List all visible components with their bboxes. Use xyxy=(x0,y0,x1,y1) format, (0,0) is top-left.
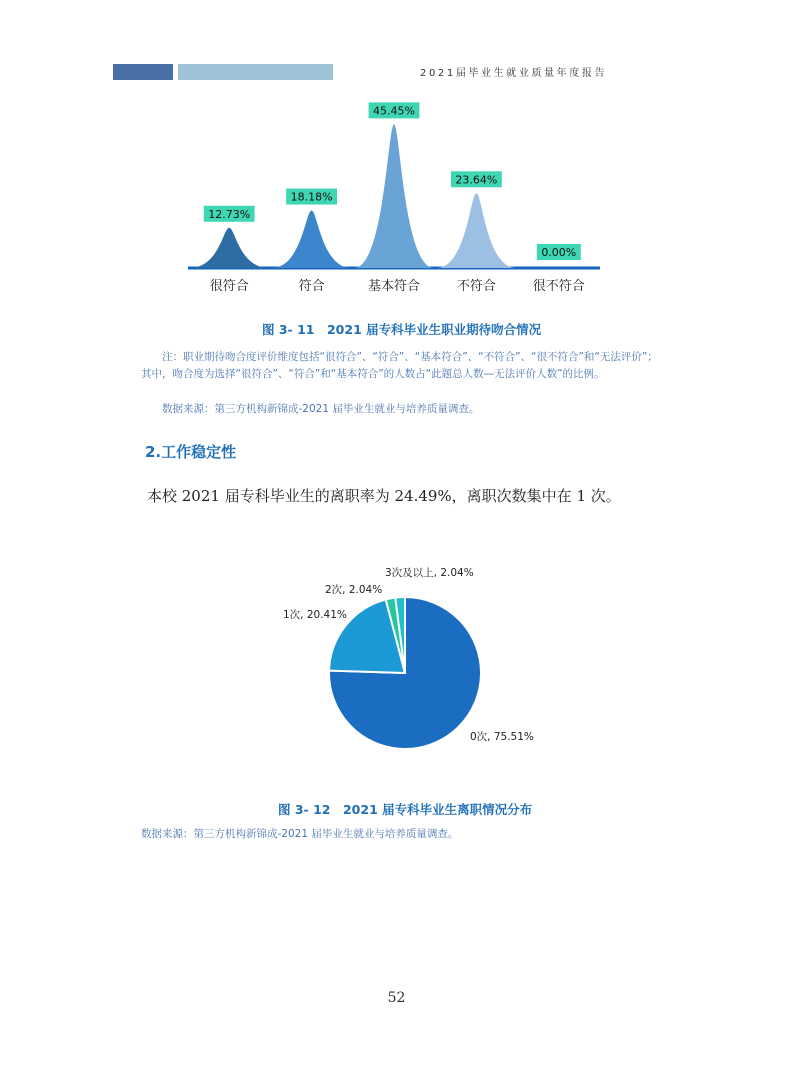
figure2-source: 数据来源：第三方机构新锦成-2021 届毕业生就业与培养质量调查。 xyxy=(141,828,459,840)
fit-peak-chart xyxy=(0,0,793,310)
category-label-0: 很符合 xyxy=(209,279,249,294)
peak-3 xyxy=(436,193,516,268)
section-title: 2.工作稳定性 xyxy=(145,443,237,461)
page-number: 52 xyxy=(387,990,406,1006)
data-label-2: 45.45% xyxy=(373,104,415,118)
figure1-note: 注：职业期待吻合度评价维度包括“很符合”、“符合”、“基本符合”、“不符合”、“很不符合”和“无法评价”；其中，吻合度为选择“很符合”、“符合”和“基本符合”的人数占“此题总人数—无法评价人数”的比例。 xyxy=(141,351,658,380)
data-label-0: 12.73% xyxy=(208,207,251,221)
data-label-1: 18.18% xyxy=(290,190,333,204)
peak-1 xyxy=(272,211,352,268)
pie-label-3: 3次及以上, 2.04% xyxy=(385,567,474,579)
figure1-source: 数据来源：第三方机构新锦成-2021 届毕业生就业与培养质量调查。 xyxy=(162,403,480,415)
figure2-caption: 图 3- 12 2021 届专科毕业生离职情况分布 xyxy=(278,802,533,817)
category-label-4: 很不符合 xyxy=(532,279,585,294)
peak-2 xyxy=(354,124,434,268)
category-label-3: 不符合 xyxy=(456,279,496,294)
pie-label-2: 2次, 2.04% xyxy=(325,584,383,596)
header-title: 2021届毕业生就业质量年度报告 xyxy=(420,68,608,79)
data-label-3: 23.64% xyxy=(455,173,498,187)
figure1-caption: 图 3- 11 2021 届专科毕业生职业期待吻合情况 xyxy=(262,322,542,337)
pie-label-1: 1次, 20.41% xyxy=(283,609,347,621)
data-label-4: 0.00% xyxy=(541,246,577,259)
category-label-1: 符合 xyxy=(298,279,325,294)
category-label-2: 基本符合 xyxy=(367,279,421,294)
peak-0 xyxy=(189,228,269,268)
section-body: 本校 2021 届专科毕业生的离职率为 24.49%，离职次数集中在 1 次。 xyxy=(147,487,621,505)
turnover-pie-chart xyxy=(0,540,793,780)
pie-label-0: 0次, 75.51% xyxy=(470,731,534,743)
